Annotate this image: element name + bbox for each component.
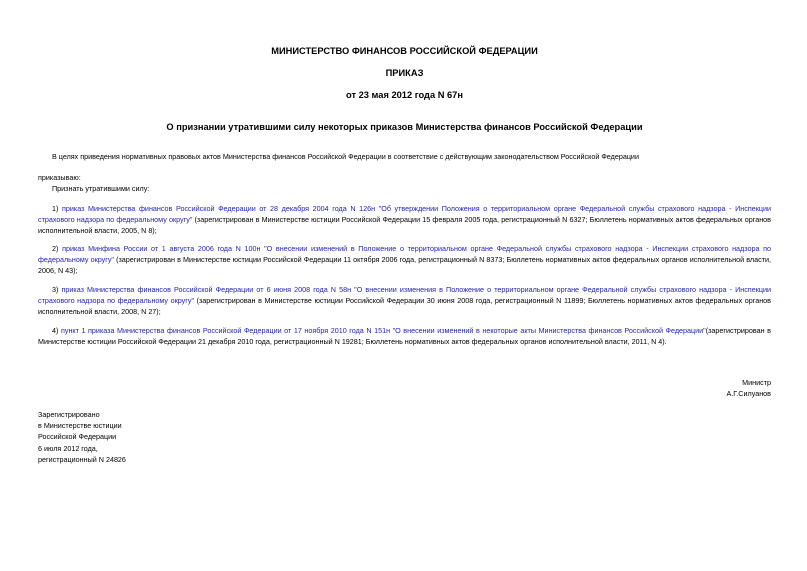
- signature-position: Министр: [742, 378, 771, 387]
- ministry-heading: МИНИСТЕРСТВО ФИНАНСОВ РОССИЙСКОЙ ФЕДЕРАЦИИ: [271, 46, 538, 56]
- act-link[interactable]: приказ Минфина России от 1 августа 2006 года N 100н "О внесении изменений в Положение о территориальном органе Федеральной службы страхового надзора - Инспекции страхового надзора по федеральному округу": [38, 244, 772, 265]
- document-title: О признании утратившими силу некоторых приказов Министерства финансов Российской Федерации: [166, 122, 643, 132]
- act-link[interactable]: приказ Министерства финансов Российской Федерации от 28 декабря 2004 года N 126н "Об утверждении Положения о территориальном органе Федеральной службы страхового надзора - Инспекции страхового надзора по федеральному округу": [38, 204, 772, 225]
- declare-paragraph: Признать утратившими силу:: [52, 184, 150, 193]
- order-word: приказываю:: [38, 173, 81, 182]
- item-number: 3): [52, 285, 62, 294]
- document-page: [38, 0, 771, 571]
- act-link[interactable]: пункт 1 приказа Министерства финансов Российской Федерации от 17 ноября 2010 года N 151н "О внесении изменений в некоторые акты Министерства финансов Российской Федерации": [60, 326, 706, 335]
- item-details: (зарегистрирован в Министерстве юстиции Российской Федерации 11 октября 2006 года, регистрационный N 8373; Бюллетень нормативных актов федеральных органов исполнительной власти, 2006, N 43);: [38, 255, 771, 276]
- registration-block: [38, 409, 126, 465]
- item-details: (зарегистрирован в Министерстве юстиции Российской Федерации 30 июня 2008 года, регистрационный N 11899; Бюллетень нормативных актов федеральных органов исполнительной власти, 2008, N 27);: [38, 296, 771, 317]
- registration-line: Российской Федерации: [38, 432, 117, 442]
- item-number: 2): [52, 244, 63, 253]
- registration-line: регистрационный N 24826: [38, 454, 126, 464]
- item-details: (зарегистрирован в Министерстве юстиции Российской Федерации 15 февраля 2005 года, регистрационный N 6327; Бюллетень нормативных актов федеральных органов исполнительной власти, 2005, N 8);: [38, 215, 771, 236]
- doc-type-heading: ПРИКАЗ: [385, 68, 424, 78]
- act-link[interactable]: приказ Министерства финансов Российской Федерации от 6 июня 2008 года N 58н "О внесении изменения в Положение о территориальном органе Федеральной службы страхового надзора - Инспекции страхового надзора по федеральному округу": [38, 285, 771, 306]
- item-number: 4): [52, 326, 61, 335]
- item-number: 1): [52, 204, 62, 213]
- date-number-heading: от 23 мая 2012 года N 67н: [346, 90, 463, 100]
- registration-line: Зарегистрировано: [38, 410, 100, 419]
- list-item: [38, 243, 771, 277]
- registration-line: 6 июля 2012 года,: [38, 443, 98, 453]
- list-item: [38, 284, 771, 318]
- item-details: (зарегистрирован в Министерстве юстиции Российской Федерации 21 декабря 2010 года, регистрационный N 19281; Бюллетень нормативных актов федеральных органов исполнительной власти, 2011, N 4).: [38, 326, 771, 347]
- signature-name: А.Г.Силуанов: [726, 389, 771, 398]
- list-item: [38, 203, 771, 237]
- list-item: [38, 325, 771, 347]
- registration-line: в Министерстве юстиции: [38, 421, 122, 431]
- preamble-paragraph: В целях приведения нормативных правовых актов Министерства финансов Российской Федерации в соответствие с действующим законодательством Российской Федерации: [52, 152, 639, 161]
